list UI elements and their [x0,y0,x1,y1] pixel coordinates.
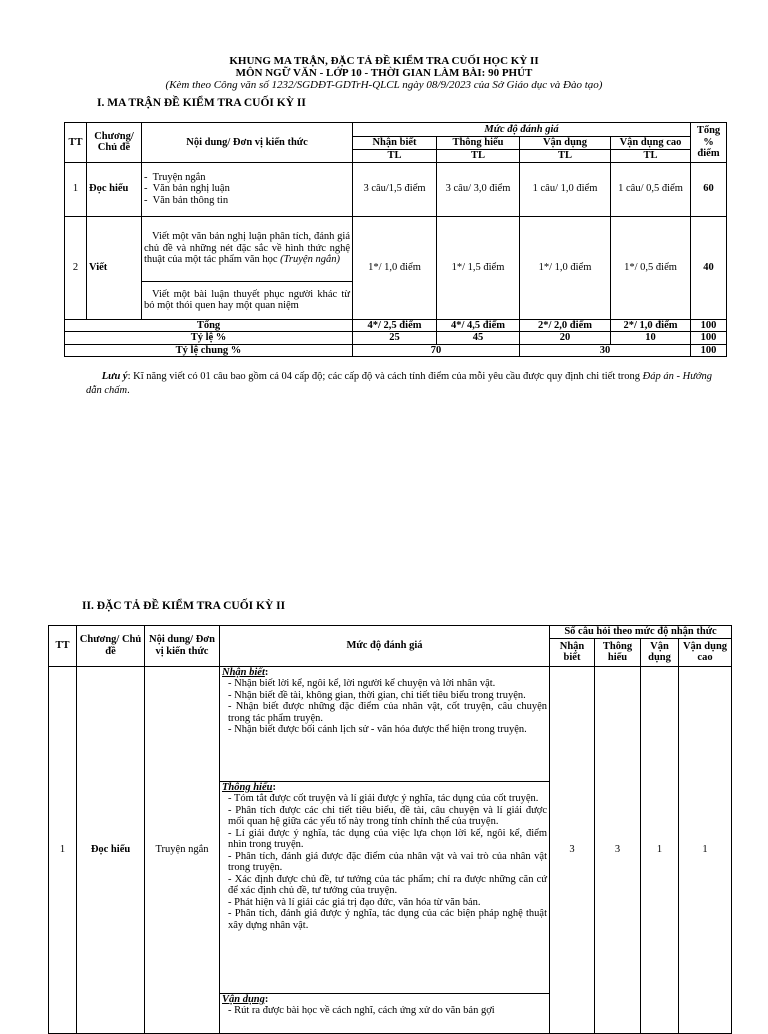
table-row [65,216,727,281]
cell-nb: 1*/ 1,0 điểm [353,216,437,319]
list-item: - Phân tích, đánh giá được ý nghĩa, tác dụng của các biện pháp nghệ thuật xây dựng nhân vật. [228,908,547,931]
total-nb: 4*/ 2,5 điểm [353,319,437,332]
table-row [65,162,727,216]
th2-socau: Số câu hỏi theo mức độ nhận thức [550,626,732,639]
ratio-vdc: 10 [611,332,691,345]
list-item: - Văn bản thông tin [144,194,229,206]
th-tl: TL [353,149,437,162]
th2-vdc: Vận dụng cao [679,638,732,666]
cell-tong: 60 [691,162,727,216]
level-title-nb: Nhận biết [222,666,265,678]
section1-title: I. MA TRẬN ĐỀ KIỂM TRA CUỐI KỲ II [97,97,306,109]
th2-noidung: Nội dung/ Đơn vị kiến thức [145,626,220,667]
ratio-common-label: Tỷ lệ chung % [65,344,353,357]
cell2-vd: 1 [641,666,679,1033]
th-nhanbiet: Nhận biết [353,137,437,150]
list-item: - Phân tích được các chi tiết tiêu biểu, đề tài, câu chuyện và lí giải được mối quan hệ giữa các yếu tố này trong tính chỉnh thể của truyện. [228,804,547,827]
cell-chude: Viết [87,216,142,319]
list-item: - Xác định được chủ đề, tư tưởng của tác phẩm; chỉ ra được những căn cứ để xác định chủ đề, tư tưởng của truyện. [228,873,547,896]
doc-subtitle: (Kèm theo Công văn số 1232/SGDĐT-GDTrH-QLCL ngày 08/9/2023 của Sở Giáo dục và Đào tạo) [165,79,603,91]
th2-vd: Vận dụng [641,638,679,666]
cell2-noidung: Truyện ngắn [145,666,220,1033]
list-item: - Nhận biết được những đặc điểm của nhân vật, cốt truyện, câu chuyện trong tác phẩm truyện. [228,701,547,724]
note-paragraph: Lưu ý: Kĩ năng viết có 01 câu bao gồm cả 04 cấp độ; các cấp độ và cách tính điểm của mỗi yêu cầu được quy định chi tiết trong Đáp án - Hướng dẫn chấm. [86,371,713,396]
total-row [65,319,727,332]
cell2-vandung: Vận dụng: - Rút ra được bài học về cách nghĩ, cách ứng xử do văn bản gợi [220,993,550,1033]
cell-tt: 2 [65,216,87,319]
th-mucdo: Mức độ đánh giá [353,123,691,137]
list-item: - Lí giải được ý nghĩa, tác dụng của việc lựa chọn lời kể, ngôi kể, điểm nhìn trong truyện. [228,827,547,850]
total-th: 4*/ 4,5 điểm [437,319,520,332]
total-label: Tổng [65,319,353,332]
level-title-th: Thông hiểu [222,781,273,793]
cell-nb: 3 câu/1,5 điểm [353,162,437,216]
cell2-vdc: 1 [679,666,732,1033]
list-item: - Rút ra được bài học về cách nghĩ, cách ứng xử do văn bản gợi [228,1005,495,1016]
list-item: - Văn bản nghị luận [144,183,230,195]
th2-mucdo: Mức độ đánh giá [220,626,550,667]
ratio-common-tong: 100 [691,344,727,357]
list-item: - Nhận biết được bối cảnh lịch sử - văn hóa được thể hiện trong truyện. [228,724,527,735]
cell2-nb: 3 [550,666,595,1033]
table-row [49,666,732,781]
total-vd: 2*/ 2,0 điểm [520,319,611,332]
cell-noidung: Viết một văn bản nghị luận phân tích, đánh giá chủ đề và những nét đặc sắc về hình thức nghệ thuật của một tác phẩm văn học (Truyện ngắn) [142,216,353,281]
total-vdc: 2*/ 1,0 điểm [611,319,691,332]
list-item: - Phát hiện và lí giải các giá trị đạo đức, văn hóa từ văn bản. [228,896,481,908]
ratio-label: Tỷ lệ % [65,332,353,345]
doc-title-line2: MÔN NGỮ VĂN - LỚP 10 - THỜI GIAN LÀM BÀI: 90 PHÚT [235,67,533,79]
th-tl: TL [437,149,520,162]
cell-chude: Đọc hiểu [87,162,142,216]
ratio-th: 45 [437,332,520,345]
spec-table [48,625,732,1034]
list-item: - Tóm tắt được cốt truyện và lí giải được ý nghĩa, tác dụng của cốt truyện. [228,793,539,804]
th-tl: TL [611,149,691,162]
list-item: - Truyện ngắn [144,171,206,183]
list-item: - Phân tích, đánh giá được đặc điểm của nhân vật và vai trò của nhân vật trong truyện. [228,850,547,873]
cell2-chude: Đọc hiểu [77,666,145,1033]
cell2-thonghieu: Thông hiểu: - Tóm tắt được cốt truyện và lí giải được ý nghĩa, tác dụng của cốt truyện. - Phân tích được các chi tiết tiêu biểu, đề tài, câu chuyện và lí giải được mối quan hệ giữa các yếu tố này trong tính chỉnh thể của truyện. - Lí giải được ý nghĩa, tác dụng của việc lựa chọn lời kể, ngôi kể, điểm nhìn trong truyện. - Phân tích, đánh giá được đặc điểm của nhân vật và vai trò của nhân vật trong truyện. - Xác định được chủ đề, tư tưởng của tác phẩm; chỉ ra được những căn cứ để xác định chủ đề, tư tưởng của truyện. - Phát hiện và lí giải các giá trị đạo đức, văn hóa từ văn bản. - Phân tích, đánh giá được ý nghĩa, tác dụng của các biện pháp nghệ thuật xây dựng nhân vật. [220,781,550,993]
th-tl: TL [520,149,611,162]
th-vandung: Vận dụng [520,137,611,150]
th-vandungcao: Vận dụng cao [611,137,691,150]
note-label: Lưu ý [101,371,128,382]
section2-title: II. ĐẶC TẢ ĐỀ KIỂM TRA CUỐI KỲ II [82,600,286,612]
total-tong: 100 [691,319,727,332]
th2-chuong: Chương/ Chủ đề [77,626,145,667]
th-tong: Tổng % điểm [691,123,727,163]
cell-vdc: 1*/ 0,5 điểm [611,216,691,319]
th-noidung: Nội dung/ Đơn vị kiến thức [142,123,353,163]
cell-noidung: Viết một bài luận thuyết phục người khác từ bỏ một thói quen hay một quan niệm [142,281,353,319]
level-title-vd: Vận dụng [222,993,265,1005]
th-chuong: Chương/ Chủ đề [87,123,142,163]
cell-vd: 1 câu/ 1,0 điểm [520,162,611,216]
ratio-common-a: 70 [353,344,520,357]
list-item: - Nhận biết đề tài, không gian, thời gian, chi tiết tiêu biểu trong truyện. [228,689,526,701]
doc-title-line1: KHUNG MA TRẬN, ĐẶC TẢ ĐỀ KIỂM TRA CUỐI HỌC KỲ II [229,55,539,67]
cell-tong: 40 [691,216,727,319]
ratio-row [65,332,727,345]
cell-tt: 1 [65,162,87,216]
th2-nb: Nhận biết [550,638,595,666]
th2-tt: TT [49,626,77,667]
matrix-table [64,122,727,357]
ratio-nb: 25 [353,332,437,345]
list-item: - Nhận biết lời kể, ngôi kể, lời người kể chuyện và lời nhân vật. [228,678,496,689]
cell2-nhanbiet: Nhận biết: - Nhận biết lời kể, ngôi kể, lời người kể chuyện và lời nhân vật. - Nhận biết đề tài, không gian, thời gian, chi tiết tiêu biểu trong truyện. - Nhận biết được những đặc điểm của nhân vật, cốt truyện, câu chuyện trong tác phẩm truyện. - Nhận biết được bối cảnh lịch sử - văn hóa được thể hiện trong truyện. [220,666,550,781]
th-thonghieu: Thông hiểu [437,137,520,150]
ratio-common-row [65,344,727,357]
th-tt: TT [65,123,87,163]
cell-vd: 1*/ 1,0 điểm [520,216,611,319]
cell-vdc: 1 câu/ 0,5 điểm [611,162,691,216]
cell2-tt: 1 [49,666,77,1033]
cell-th: 3 câu/ 3,0 điểm [437,162,520,216]
ratio-tong: 100 [691,332,727,345]
cell-th: 1*/ 1,5 điểm [437,216,520,319]
cell2-th: 3 [595,666,641,1033]
ratio-common-b: 30 [520,344,691,357]
ratio-vd: 20 [520,332,611,345]
cell-noidung [142,162,353,216]
th2-th: Thông hiểu [595,638,641,666]
